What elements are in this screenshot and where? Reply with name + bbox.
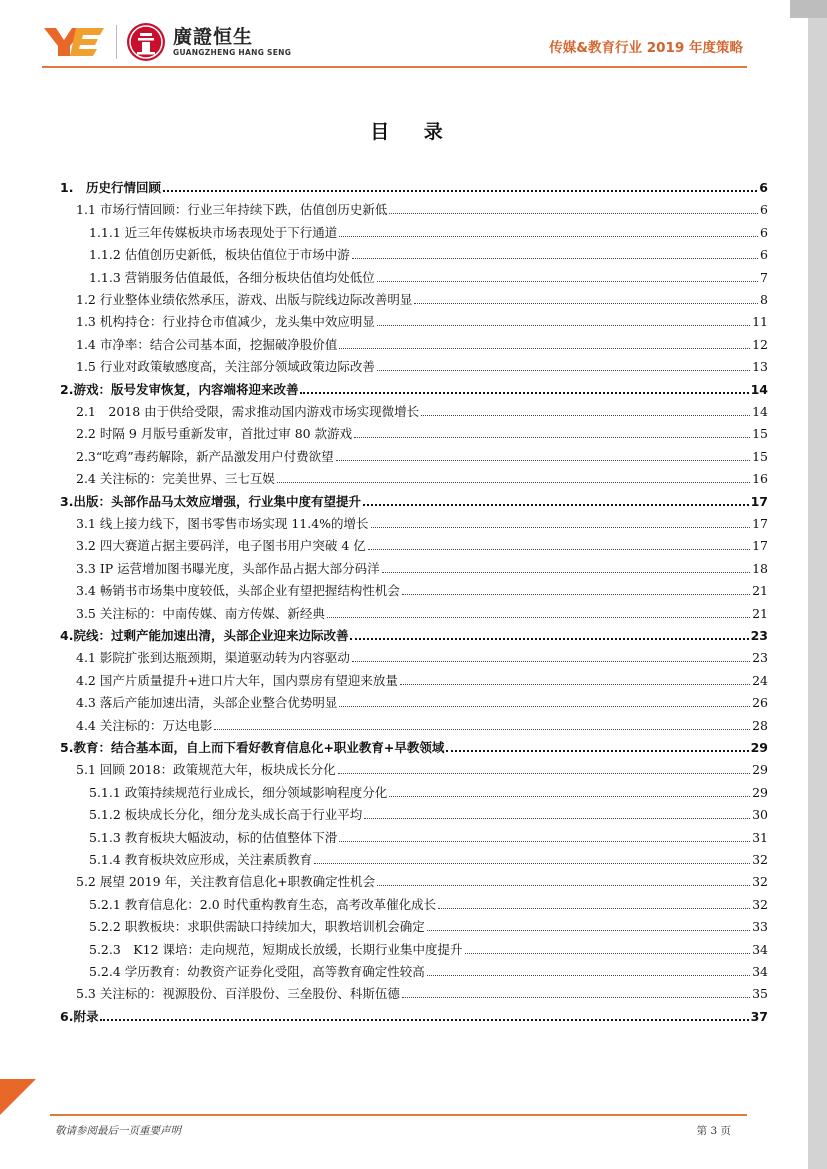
toc-entry[interactable] [89, 891, 768, 913]
toc-title: 目 录 [370, 121, 457, 143]
ye-logo-icon [42, 22, 106, 62]
toc-entry-title: 1.1.1 近三年传媒板块市场表现处于下行通道 [89, 224, 338, 240]
toc-entry[interactable] [76, 689, 768, 711]
toc-leader-dots [402, 594, 750, 595]
toc-entry[interactable] [76, 286, 768, 308]
toc-entry[interactable] [60, 174, 768, 196]
toc-entry-title: 3.出版：头部作品马太效应增强，行业集中度有望提升 [60, 493, 361, 509]
toc-entry[interactable] [76, 868, 768, 890]
toc-entry-title: 5.2.3 K12 课培：走向规范，短期成长放缓，长期行业集中度提升 [89, 941, 463, 957]
toc-entry-title: 5.2.2 职教板块：求职供需缺口持续加大，职教培训机会确定 [89, 919, 425, 935]
toc-entry[interactable] [76, 577, 768, 599]
toc-entry-page: 21 [752, 583, 768, 599]
toc-entry[interactable] [60, 622, 768, 644]
toc-entry-page: 32 [752, 896, 768, 912]
report-title: 传媒&教育行业 2019 年度策略 [549, 40, 743, 56]
toc-leader-dots [377, 885, 750, 886]
toc-entry-title: 1.3 机构持仓：行业持仓市值减少，龙头集中效应明显 [76, 314, 375, 330]
toc-entry-title: 5.2.1 教育信息化：2.0 时代重构教育生态，高考改革催化成长 [89, 896, 437, 912]
toc-entry-title: 2.3“吃鸡”毒药解除，新产品激发用户付费欲望 [76, 448, 334, 464]
toc-leader-dots [352, 258, 758, 259]
toc-entry-title: 4.4 关注标的：万达电影 [76, 717, 213, 733]
toc-entry-page: 29 [750, 740, 768, 755]
toc-entry-page: 34 [752, 941, 768, 957]
toc-leader-dots [438, 908, 750, 909]
brand-name-en: GUANGZHENG HANG SENG [173, 48, 292, 57]
toc-leader-dots [354, 437, 750, 438]
toc-entry-page: 21 [752, 605, 768, 621]
toc-entry-title: 3.2 四大赛道占据主要码洋，电子图书用户突破 4 亿 [76, 538, 366, 554]
toc-leader-dots [214, 729, 750, 730]
toc-entry-page: 8 [760, 292, 768, 307]
toc-entry-page: 31 [752, 829, 768, 845]
toc-leader-dots [339, 236, 758, 237]
toc-entry-page: 26 [752, 695, 768, 711]
toc-entry-title: 1.1.2 估值创历史新低，板块估值位于市场中游 [89, 247, 350, 263]
toc-entry[interactable] [76, 667, 768, 689]
toc-entry-page: 29 [752, 762, 768, 778]
toc-entry-page: 17 [752, 538, 768, 554]
toc-entry-page: 7 [760, 269, 768, 285]
toc-entry-page: 32 [752, 852, 768, 867]
toc-leader-dots [339, 841, 750, 842]
toc-entry-page: 30 [752, 807, 768, 823]
toc-entry-page: 11 [752, 314, 768, 330]
toc-leader-dots [338, 773, 750, 774]
toc-leader-dots [377, 281, 758, 282]
toc-entry-page: 17 [752, 516, 768, 531]
toc-leader-dots [364, 818, 750, 819]
toc-leader-dots [100, 1019, 748, 1021]
toc-entry-page: 24 [752, 672, 768, 688]
toc-entry-title: 3.5 关注标的：中南传媒、南方传媒、新经典 [76, 605, 325, 621]
toc-entry-title: 5.2 展望 2019 年，关注教育信息化+职教确定性机会 [76, 874, 376, 890]
toc-leader-dots [339, 348, 750, 349]
toc-leader-dots [371, 527, 751, 528]
toc-entry-title: 2.2 时隔 9 月版号重新发审，首批过审 80 款游戏 [76, 426, 353, 442]
toc-entry-title: 1.4 市净率：结合公司基本面，挖掘破净股价值 [76, 336, 338, 352]
toc-leader-dots [368, 549, 750, 550]
brand-logo [42, 20, 291, 64]
toc-leader-dots [336, 460, 750, 461]
toc-entry-title: 1.1.3 营销服务估值最低，各细分板块估值均处低位 [89, 269, 375, 285]
toc-leader-dots [300, 392, 748, 394]
toc-entry[interactable] [89, 936, 768, 958]
toc-entry[interactable] [89, 264, 768, 286]
toc-entry-page: 6 [760, 202, 768, 218]
toc-leader-dots [414, 303, 758, 304]
toc-leader-dots [327, 617, 750, 618]
toc-entry[interactable] [76, 420, 768, 442]
toc-entry[interactable] [89, 241, 768, 263]
seal-icon [127, 23, 165, 61]
toc-entry-title: 4.1 影院扩张到达瓶颈期，渠道驱动转为内容驱动 [76, 650, 350, 666]
toc-entry[interactable] [89, 913, 768, 935]
toc-entry[interactable] [76, 331, 768, 353]
toc-leader-dots [377, 370, 750, 371]
toc-entry[interactable] [60, 488, 768, 510]
toc-entry-title: 5.2.4 学历教育：幼教资产证券化受阻，高等教育确定性较高 [89, 964, 425, 979]
toc-entry-title: 3.4 畅销书市场集中度较低，头部企业有望把握结构性机会 [76, 583, 400, 599]
toc-entry[interactable] [76, 308, 768, 330]
toc-entry-page: 13 [752, 359, 768, 375]
toc-leader-dots [446, 750, 748, 752]
toc-entry-page: 32 [752, 874, 768, 890]
toc-entry[interactable] [76, 532, 768, 554]
toc-leader-dots [389, 213, 758, 214]
toc-leader-dots [352, 661, 750, 662]
toc-entry[interactable] [76, 196, 768, 218]
toc-leader-dots [377, 325, 750, 326]
page-number: 第 3 页 [696, 1125, 731, 1137]
toc-entry-page: 35 [752, 986, 768, 1002]
header-rule [42, 66, 747, 68]
toc-leader-dots [421, 415, 750, 416]
toc-entry-title: 1. 历史行情回顾 [60, 180, 161, 195]
toc-entry[interactable] [89, 801, 768, 823]
toc-entry-title: 6.附录 [60, 1008, 99, 1024]
toc-entry-title: 1.1 市场行情回顾：行业三年持续下跌，估值创历史新低 [76, 202, 388, 218]
toc-entry-page: 16 [752, 471, 768, 487]
toc-entry-title: 5.教育：结合基本面，自上而下看好教育信息化+职业教育+早教领域 [60, 740, 445, 755]
toc-leader-dots [363, 504, 749, 506]
toc-leader-dots [163, 190, 757, 192]
toc-entry-title: 5.1.1 政策持续规范行业成长，细分领域影响程度分化 [89, 784, 388, 800]
toc-leader-dots [427, 930, 750, 931]
toc-entry[interactable] [89, 846, 768, 868]
toc-leader-dots [400, 684, 750, 685]
toc-leader-dots [277, 482, 750, 483]
toc-entry[interactable] [76, 600, 768, 622]
toc-entry-page: 6 [759, 180, 768, 195]
toc-entry-page: 6 [760, 247, 768, 263]
toc-entry-page: 18 [752, 560, 768, 576]
brand-name-cn: 廣證恒生 [173, 26, 254, 48]
toc-entry-title: 5.1.4 教育板块效应形成，关注素质教育 [89, 852, 313, 867]
toc-entry-title: 4.3 落后产能加速出清，头部企业整合优势明显 [76, 695, 338, 711]
toc-entry-page: 17 [750, 493, 768, 509]
toc-entry[interactable] [89, 219, 768, 241]
toc-leader-dots [382, 572, 750, 573]
toc-entry[interactable] [89, 824, 768, 846]
toc-entry-page: 28 [752, 717, 768, 733]
toc-entry[interactable] [60, 376, 768, 398]
toc-entry[interactable] [76, 353, 768, 375]
toc-entry-page: 37 [750, 1008, 768, 1024]
toc-entry-title: 1.5 行业对政策敏感度高，关注部分领域政策边际改善 [76, 359, 375, 375]
toc-entry-page: 14 [750, 381, 768, 397]
right-margin-bar [808, 0, 827, 1169]
toc-entry-page: 29 [752, 784, 768, 800]
toc-entry[interactable] [76, 465, 768, 487]
toc-entry-title: 1.2 行业整体业绩依然承压，游戏、出版与院线边际改善明显 [76, 292, 413, 307]
toc-entry[interactable] [89, 958, 768, 980]
toc-entry-page: 23 [750, 628, 768, 643]
toc-entry-title: 2.4 关注标的：完美世界、三七互娱 [76, 471, 275, 487]
toc-entry-page: 14 [752, 404, 768, 419]
footer-disclaimer: 敬请参阅最后一页重要声明 [55, 1125, 181, 1137]
toc-leader-dots [314, 863, 750, 864]
toc-entry-page: 23 [752, 650, 768, 666]
toc-leader-dots [350, 638, 748, 640]
right-margin-bar-top [790, 0, 827, 18]
toc-entry[interactable] [76, 398, 768, 420]
toc-entry-title: 4.2 国产片质量提升+进口片大年，国内票房有望迎来放量 [76, 672, 398, 688]
toc-entry-title: 4.院线：过剩产能加速出清，头部企业迎来边际改善 [60, 628, 349, 643]
toc-entry-page: 15 [752, 426, 768, 442]
toc-entry[interactable] [76, 510, 768, 532]
toc-leader-dots [339, 706, 750, 707]
footer-rule [50, 1114, 747, 1116]
toc-entry[interactable] [60, 1003, 768, 1025]
toc-entry-title: 3.3 IP 运营增加图书曝光度，头部作品占据大部分码洋 [76, 560, 380, 576]
toc-entry-page: 33 [752, 919, 768, 935]
footer-corner-decoration [0, 1079, 36, 1115]
toc-entry[interactable] [76, 756, 768, 778]
toc-entry[interactable] [76, 443, 768, 465]
toc-entry-title: 5.3 关注标的：视源股份、百洋股份、三垒股份、科斯伍德 [76, 986, 400, 1002]
toc-leader-dots [427, 975, 750, 976]
toc-entry-title: 2.游戏：版号发审恢复，内容端将迎来改善 [60, 381, 299, 397]
toc-entry-title: 5.1.2 板块成长分化，细分龙头成长高于行业平均 [89, 807, 363, 823]
toc-entry[interactable] [60, 734, 768, 756]
toc-entry[interactable] [76, 980, 768, 1002]
toc-entry-title: 3.1 线上接力线下，图书零售市场实现 11.4%的增长 [76, 516, 369, 531]
toc-leader-dots [389, 796, 750, 797]
toc-entry[interactable] [76, 644, 768, 666]
toc-entry-title: 5.1.3 教育板块大幅波动，标的估值整体下滑 [89, 829, 338, 845]
toc-entry-page: 12 [752, 336, 768, 352]
toc-entry-page: 34 [752, 964, 768, 979]
toc-entry-title: 5.1 回顾 2018：政策规范大年，板块成长分化 [76, 762, 336, 778]
toc-leader-dots [402, 997, 750, 998]
toc-entry-page: 6 [760, 224, 768, 240]
toc-entry-page: 15 [752, 448, 768, 464]
logo-divider [116, 25, 117, 59]
toc-entry-title: 2.1 2018 由于供给受限，需求推动国内游戏市场实现微增长 [76, 404, 420, 419]
toc-entry[interactable] [89, 779, 768, 801]
toc-leader-dots [465, 953, 751, 954]
toc-entry[interactable] [76, 555, 768, 577]
toc-entry[interactable] [76, 712, 768, 734]
